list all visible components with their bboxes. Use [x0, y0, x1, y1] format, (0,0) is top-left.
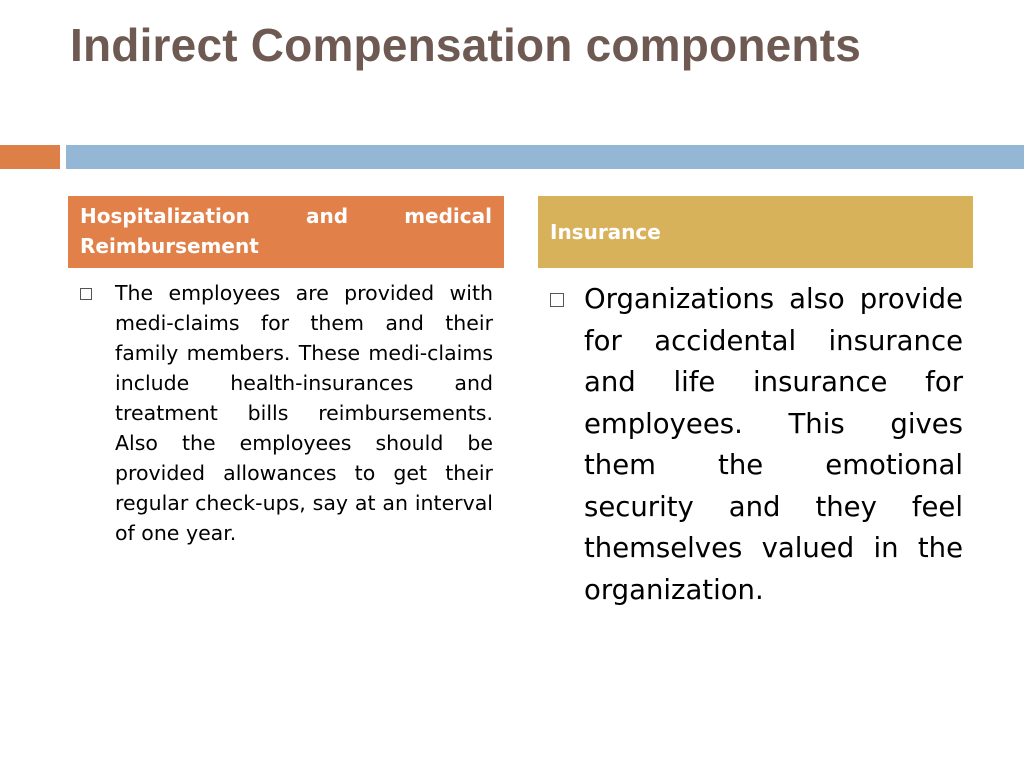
square-bullet-icon [550, 293, 564, 307]
left-bullet-item [80, 278, 493, 548]
square-bullet-icon [80, 288, 92, 300]
slide-title: Indirect Compensation components [70, 19, 862, 71]
left-panel-header-text: Hospitalization and medical Reimbursement [80, 204, 492, 258]
accent-bar-blue [66, 145, 1024, 169]
right-panel-header-text: Insurance [550, 220, 661, 244]
left-bullet-text: The employees are provided with medi-claims for them and their family members. These medi-claims include health-insurances and treatment bills reimbursements. Also the employees should be provided allowances to get their regular check-ups, say at an interval of one year. [115, 281, 493, 545]
right-bullet-text: Organizations also provide for accidental insurance and life insurance for employees. This gives them the emotional security and they feel themselves valued in the organization. [584, 283, 963, 606]
right-panel-header [538, 196, 973, 268]
accent-bar-orange [0, 145, 60, 169]
left-panel-header [68, 196, 504, 268]
right-bullet-item [550, 279, 963, 611]
